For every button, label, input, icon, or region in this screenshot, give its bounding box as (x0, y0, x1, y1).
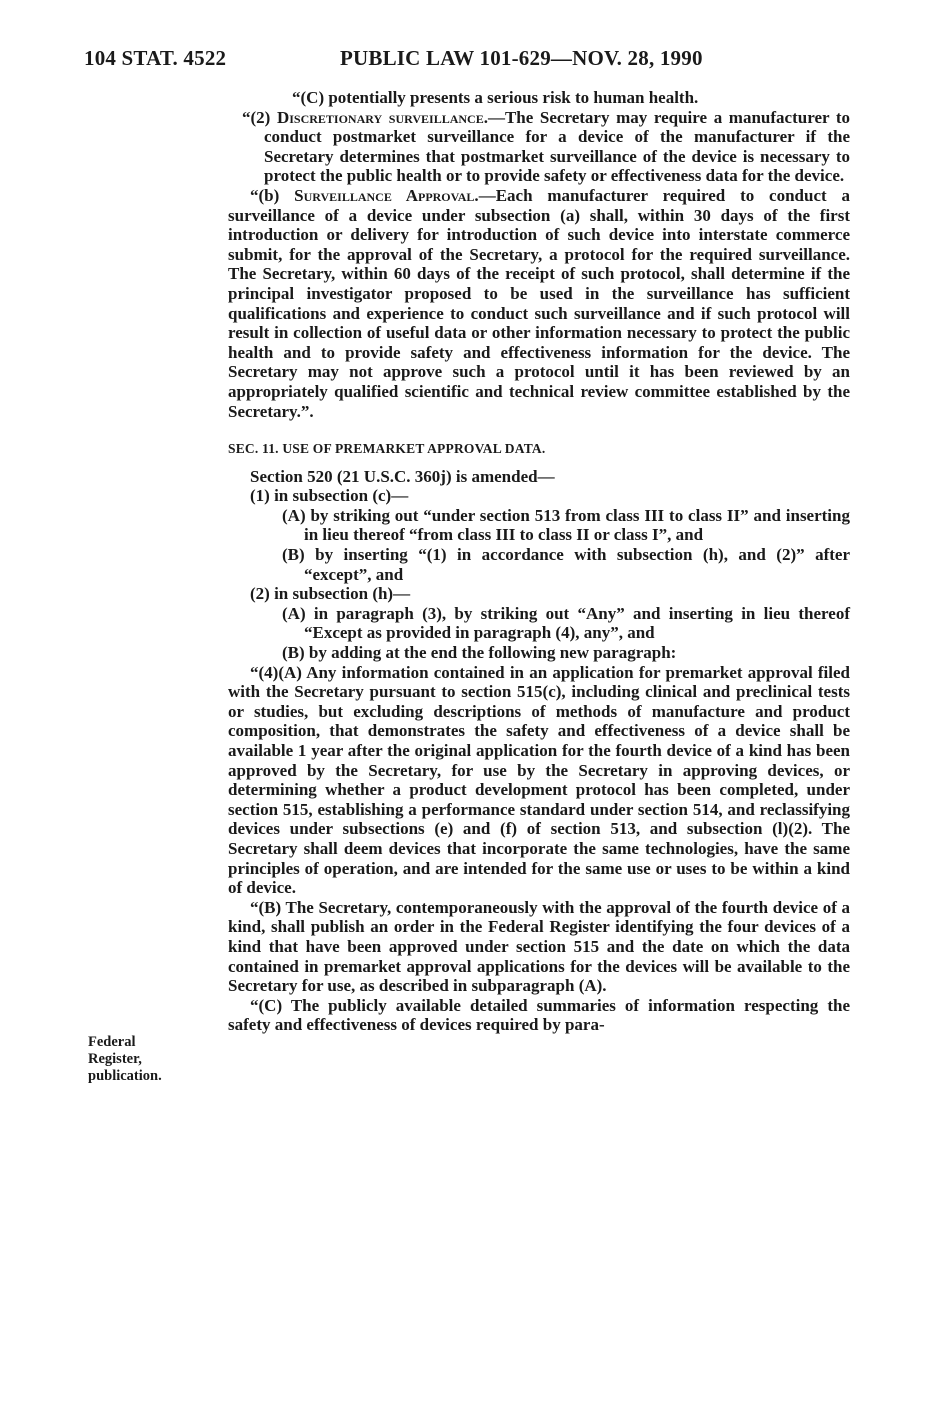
document-body (228, 88, 850, 1035)
page-header (84, 46, 864, 76)
paragraph-discretionary-surveillance (228, 108, 850, 186)
paragraph-4b: “(B) The Secretary, contemporaneously with the approval of the fourth device of a kind, shall publish an order in the Federal Register identifying the four devices of a kind that have been approved under section 515 and the date on which the data contained in premarket approval applications for the devices will be available to the Secretary for use, as described in subparagraph (A). (228, 897, 850, 996)
paragraph-text: —Each manufacturer required to conduct a surveillance of a device under subsection (a) shall, within 30 days of the first introduction or delivery for introduction of such device into interstate commerce submit, for the approval of the Secretary, a protocol for the required surveillance. The Secretary, within 60 days of the receipt of such protocol, shall determine if the principal investigator proposed to be used in the surveillance has sufficient qualifications and experience to conduct such surveillance and if such protocol will result in collection of useful data or other information necessary to protect the public health and to provide safety and effectiveness information for the device. The Secretary may not approve such a protocol until it has been reviewed by an appropriately qualified scientific and technical review committee established by the Secretary.”. (228, 185, 850, 421)
paragraph-heading: Surveillance Approval. (294, 185, 479, 205)
paragraph-surveillance-approval (228, 186, 850, 421)
paragraph-4a: “(4)(A) Any information contained in an application for premarket approval filed with the Secretary pursuant to section 515(c), including clinical and preclinical tests or studies, but excluding descriptions of methods of manufacture and product composition, that demonstrates the safety and effectiveness of a device shall be available 1 year after the original application for the fourth device of a kind has been approved by the Secretary, for use by the Secretary in approving devices, or determining whether a product development protocol has been completed, under section 515, establishing a performance standard under section 514, and reclassifying devices under subsections (e) and (f) of section 513, and subsection (l)(2). The Secretary shall deem devices that incorporate the same technologies, have the same principles of operation, and are intended for the same use or uses to be within a kind of device. (228, 662, 850, 898)
paragraph-section-520: Section 520 (21 U.S.C. 360j) is amended— (250, 466, 555, 486)
paragraph-c-a: (A) by striking out “under section 513 from class III to class II” and inserting in lieu thereof “from class III to class II or class I”, and (282, 505, 850, 545)
section-heading: SEC. 11. USE OF PREMARKET APPROVAL DATA. (228, 441, 546, 457)
margin-note (88, 1034, 198, 1085)
paragraph-text: —The Secretary may require a manufacturer to conduct postmarket surveillance for a device of the manufacturer if the Secretary determines that postmarket surveillance of the device is necessary to protect the public health or to provide safety or effectiveness data for the device. (264, 107, 851, 186)
margin-note-line: publication. (88, 1068, 162, 1084)
margin-note-line: Register, (88, 1051, 142, 1067)
paragraph-subsection-c: (1) in subsection (c)— (250, 486, 409, 506)
paragraph-h-b: (B) by adding at the end the following new paragraph: (282, 643, 677, 663)
paragraph-4c: “(C) The publicly available detailed summaries of information respecting the safety and effectiveness of devices required by para- (228, 995, 850, 1035)
paragraph-c-b: (B) by inserting “(1) in accordance with subsection (h), and (2)” after “except”, and (282, 545, 850, 584)
stat-page-number: 104 STAT. 4522 (84, 46, 227, 70)
paragraph-lead: “(b) (250, 185, 295, 205)
paragraph-c-risk: “(C) potentially presents a serious risk to human health. (292, 88, 699, 107)
paragraph-h-a: (A) in paragraph (3), by striking out “Any” and inserting in lieu thereof “Except as provided in paragraph (4), any”, and (282, 603, 850, 643)
margin-note-line: Federal (88, 1034, 136, 1050)
paragraph-lead: “(2) (242, 107, 277, 127)
public-law-title: PUBLIC LAW 101-629—NOV. 28, 1990 (340, 46, 703, 70)
paragraph-heading: Discretionary surveillance. (276, 107, 488, 127)
paragraph-subsection-h: (2) in subsection (h)— (250, 584, 411, 604)
